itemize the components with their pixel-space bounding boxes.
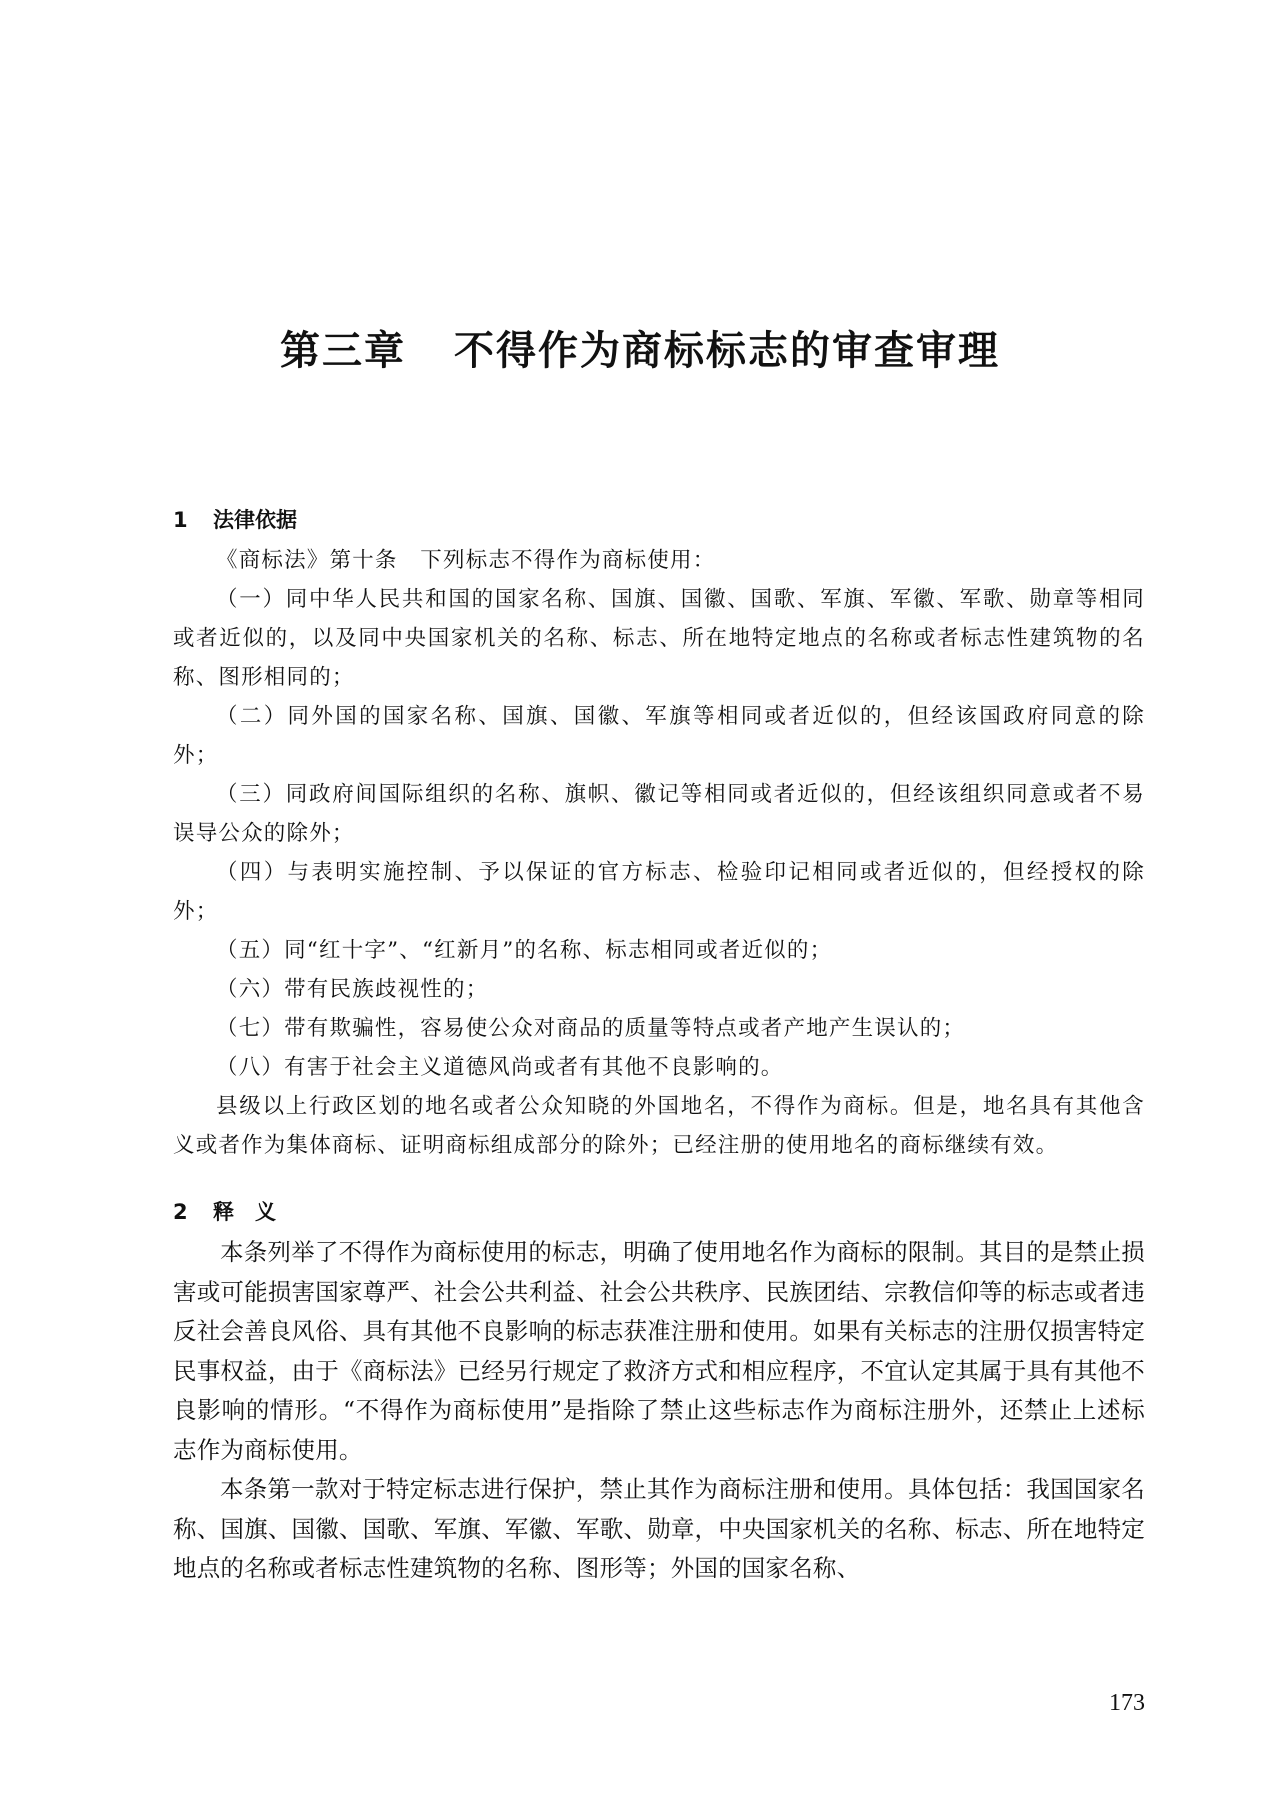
law-item: （七）带有欺骗性，容易使公众对商品的质量等特点或者产地产生误认的； <box>216 1016 966 1041</box>
law-item: （四）与表明实施控制、予以保证的官方标志、检验印记相同或者近似的，但经授权的除外； <box>173 860 1145 924</box>
section-number: 1 <box>173 508 188 532</box>
section-interpretation <box>173 1197 1145 1589</box>
body-paragraph: 本条列举了不得作为商标使用的标志，明确了使用地名作为商标的限制。其目的是禁止损害或可能损害国家尊严、社会公共利益、社会公共秩序、民族团结、宗教信仰等的标志或者违反社会善良风俗、具有其他不良影响的标志获准注册和使用。如果有关标志的注册仅损害特定民事权益，由于《商标法》已经另行规定了救济方式和相应程序，不宜认定其属于具有其他不良影响的情形。“不得作为商标使用”是指除了禁止这些标志作为商标注册外，还禁止上述标志作为商标使用。 <box>173 1238 1145 1464</box>
law-item: （二）同外国的国家名称、国旗、国徽、军旗等相同或者近似的，但经该国政府同意的除外； <box>173 704 1145 768</box>
body-paragraph: 本条第一款对于特定标志进行保护，禁止其作为商标注册和使用。具体包括：我国国家名称、国旗、国徽、国歌、军旗、军徽、军歌、勋章，中央国家机关的名称、标志、所在地特定地点的名称或者标志性建筑物的名称、图形等；外国的国家名称、 <box>173 1475 1145 1582</box>
section-number: 2 <box>173 1200 188 1224</box>
law-paragraph: 县级以上行政区划的地名或者公众知晓的外国地名，不得作为商标。但是，地名具有其他含义或者作为集体商标、证明商标组成部分的除外；已经注册的使用地名的商标继续有效。 <box>173 1094 1145 1158</box>
law-item: （八）有害于社会主义道德风尚或者有其他不良影响的。 <box>216 1055 784 1080</box>
page-content <box>173 505 1145 1589</box>
section-title: 法律依据 <box>213 508 297 532</box>
section-legal-basis <box>173 505 1145 1165</box>
law-item: （六）带有民族歧视性的； <box>216 977 489 1002</box>
law-item: （一）同中华人民共和国的国家名称、国旗、国徽、国歌、军旗、军徽、军歌、勋章等相同或者近似的，以及同中央国家机关的名称、标志、所在地特定地点的名称或者标志性建筑物的名称、图形相同的； <box>173 587 1145 690</box>
chapter-number: 第三章 <box>280 326 406 374</box>
law-item: （五）同“红十字”、“红新月”的名称、标志相同或者近似的； <box>216 938 833 963</box>
section-title: 释 义 <box>213 1200 276 1224</box>
law-item: （三）同政府间国际组织的名称、旗帜、徽记等相同或者近似的，但经该组织同意或者不易误导公众的除外； <box>173 782 1145 846</box>
section-heading <box>173 505 1145 535</box>
page-number: 173 <box>1109 1690 1145 1716</box>
chapter-name: 不得作为商标标志的审查审理 <box>454 326 1000 374</box>
section-heading <box>173 1197 1145 1227</box>
chapter-title <box>0 319 1280 376</box>
law-citation: 《商标法》第十条 下列标志不得作为商标使用： <box>216 548 716 573</box>
